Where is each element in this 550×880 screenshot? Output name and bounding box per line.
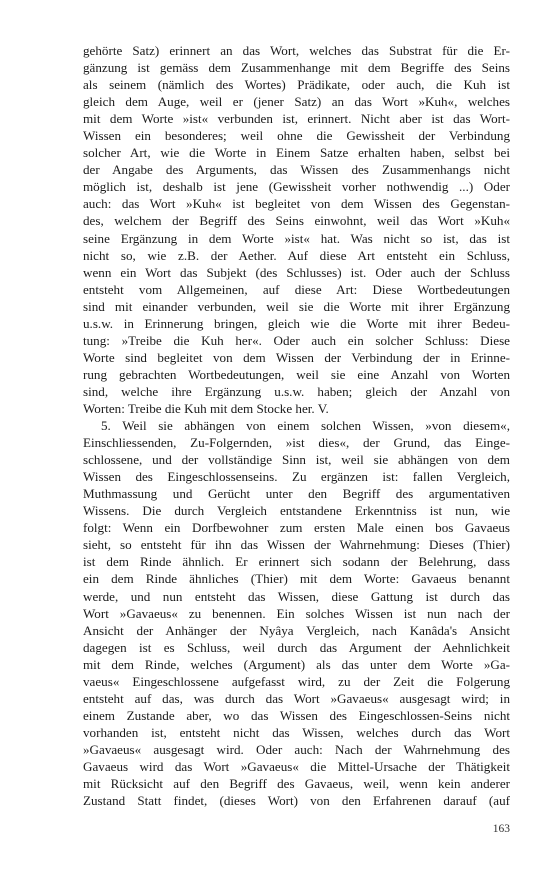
text-line: seine Ergänzung in dem Worte »ist« hat. Was nicht so ist, das ist (83, 230, 510, 246)
text-line: Gavaeus wird das Wort »Gavaeus« die Mittel-Ursache der Thätigkeit (83, 758, 510, 774)
text-line: sieht, so entsteht für ihn das Wissen der Wahrnehmung: Dieses (Thier) (83, 537, 510, 553)
text-line: ein dem Rinde ähnliches (Thier) mit dem Worte: Gavaeus benannt (83, 571, 510, 587)
text-line: gleich dem Auge, weil er (jener Satz) an das Wort »Kuh«, welches (83, 94, 510, 110)
text-line: entsteht vom Allgemeinen, auf diese Art: Diese Wortbedeutungen (83, 281, 510, 297)
text-line: dagegen ist es Schluss, weil durch das Argument der Aehnlichkeit (83, 639, 510, 655)
text-line: vaeus« Eingeschlossene aufgefasst wird, zu der Zeit die Folgerung (83, 673, 510, 689)
text-line-paragraph-start: 5. Weil sie abhängen von einem solchen Wissen, »von diesem«, (101, 418, 510, 434)
text-line: auch: das Wort »Kuh« ist begleitet von dem Wissen des Gegenstan- (83, 196, 510, 212)
text-line: mit dem Rinde, welches (Argument) als das unter dem Worte »Ga- (83, 656, 510, 672)
text-line: rung gebrachten Wortbedeutungen, weil sie eine Anzahl von Worten (83, 366, 510, 382)
text-line: gehörte Satz) erinnert an das Wort, welches das Substrat für die Er- (83, 43, 510, 58)
text-line: wenn ein Wort das Subjekt (des Schlusses) ist. Oder auch der Schluss (83, 264, 510, 280)
text-line: sind mit einander verbunden, weil sie die Worte mit ihrer Ergänzung (83, 298, 510, 314)
text-line: schlossene, und der vollständige Sinn ist, weil sie abhängen von dem (83, 452, 510, 468)
text-line: Ansicht der Anhänger der Nyâya Vergleich, nach Kanâda's Ansicht (83, 622, 510, 638)
text-line: gänzung ist gemäss dem Zusammenhange mit dem Begriffe des Seins (83, 60, 510, 76)
text-line: werde, und nun entsteht das Wissen, diese Gattung ist durch das (83, 588, 510, 604)
text-line: Worte sind begleitet von dem Wissen der Verbindung der in Erinne- (83, 349, 510, 365)
page-number: 163 (492, 823, 510, 835)
text-line: solcher Art, wie die Worte in Einem Satze erhalten haben, selbst bei (83, 145, 510, 161)
text-line: tung: »Treibe die Kuh her«. Oder auch ein solcher Schluss: Diese (83, 332, 510, 348)
text-line: u.s.w. in Erinnerung bringen, gleich wie die Worte mit ihrer Bedeu- (83, 315, 510, 331)
text-line: Muthmassung und Gerücht unter den Begriff des argumentativen (83, 486, 510, 502)
text-line-paragraph-end: Worten: Treibe die Kuh mit dem Stocke her. V. (83, 400, 329, 416)
text-line: als seinem (nämlich des Wortes) Prädikate, oder auch, die Kuh ist (83, 77, 510, 93)
text-line: »Gavaeus« ausgesagt wird. Oder auch: Nach der Wahrnehmung des (83, 741, 510, 757)
text-line: Zustand Statt findet, (dieses Wort) von den Erfahrenen darauf (auf (83, 793, 510, 809)
text-line: des, welchem der Begriff des Seins einwohnt, weil das Wort »Kuh« (83, 213, 510, 229)
text-line: möglich ist, deshalb ist jene (Gewissheit vorher nothwendig ...) Oder (83, 179, 510, 195)
text-line: Wort »Gavaeus« zu benennen. Ein solches Wissen ist nun nach der (83, 605, 510, 621)
page-text-block (83, 42, 510, 809)
text-line: sind, welche ihre Ergänzung u.s.w. haben; gleich der Anzahl von (83, 383, 510, 399)
text-line: mit dem Worte »ist« verbunden ist, erinnert. Nicht aber ist das Wort- (83, 111, 510, 127)
text-line: entsteht auf das, was durch das Wort »Gavaeus« ausgesagt wird; in (83, 690, 510, 706)
text-line: der Angabe des Arguments, das Wissen des Zusammenhangs nicht (83, 162, 510, 178)
text-line: Wissen ein besonderes; weil ohne die Gewissheit der Verbindung (83, 128, 510, 144)
text-line: ist dem Rinde ähnlich. Er erinnert sich sodann der Belehrung, dass (83, 554, 510, 570)
text-line: nicht so, wie z.B. der Aether. Auf diese Art entsteht ein Schluss, (83, 247, 510, 263)
text-line: Einschliessenden, Zu-Folgernden, »ist dies«, der Grund, das Einge- (83, 435, 510, 451)
text-line: vorhanden ist, entsteht nicht das Wissen, welches durch das Wort (83, 724, 510, 740)
text-line: Wissen des Eingeschlossenseins. Zu ergänzen ist: fallen Vergleich, (83, 469, 510, 485)
text-line: einem Zustande aber, wo das Wissen des Eingeschlossen-Seins nicht (83, 707, 510, 723)
text-line: folgt: Wenn ein Dorfbewohner zum ersten Male einen bos Gavaeus (83, 520, 510, 536)
text-line: Wissens. Die durch Vergleich entstandene Erkenntniss ist nun, wie (83, 503, 510, 519)
text-line: mit Rücksicht auf den Begriff des Gavaeus, weil, wenn kein anderer (83, 776, 510, 792)
